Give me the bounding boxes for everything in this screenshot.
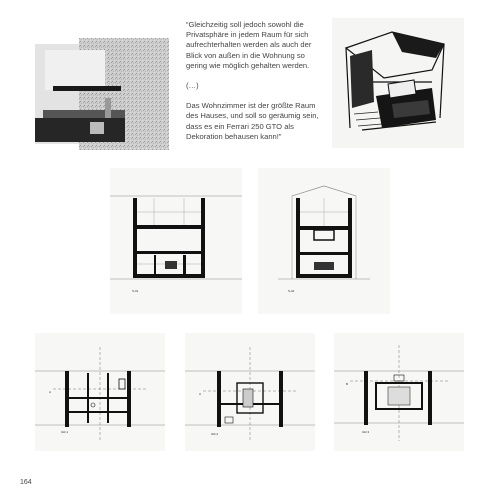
plan-3-label: GR-3 — [362, 430, 370, 434]
plan-3-axis-label: B — [346, 382, 349, 386]
model-photo-collage — [35, 38, 169, 150]
quote-text-block — [186, 20, 328, 142]
quote-paragraph-1: “Gleichzeitig soll jedoch sowohl die Privatsphäre in jedem Raum für sich aufrechterhalten werden als auch der Blick von außen in die Wohnung so gering wie möglich gehalten werden. — [186, 20, 312, 70]
plan-1-axis-label: A — [49, 390, 52, 394]
floor-plan-3 — [334, 333, 464, 451]
section-a-label: S-01 — [132, 289, 139, 293]
plan-1-label: GR-1 — [61, 430, 69, 434]
section-drawing-a — [110, 168, 242, 314]
quote-paragraph-2: Das Wohnzimmer ist der größte Raum des Hauses, und soll so geräumig sein, dass es ein Ferrari 250 GTO als Dekoration behausen kann!” — [186, 101, 319, 141]
floor-plan-2 — [185, 333, 315, 451]
charcoal-sketch — [332, 18, 464, 148]
section-drawing-b — [258, 168, 390, 314]
quote-ellipsis: (…) — [186, 81, 199, 91]
page-number: 164 — [20, 479, 32, 486]
plan-2-axis-label: A — [199, 392, 202, 396]
floor-plan-1 — [35, 333, 165, 451]
section-b-label: S-02 — [288, 289, 295, 293]
plan-2-label: GR-2 — [211, 432, 219, 436]
